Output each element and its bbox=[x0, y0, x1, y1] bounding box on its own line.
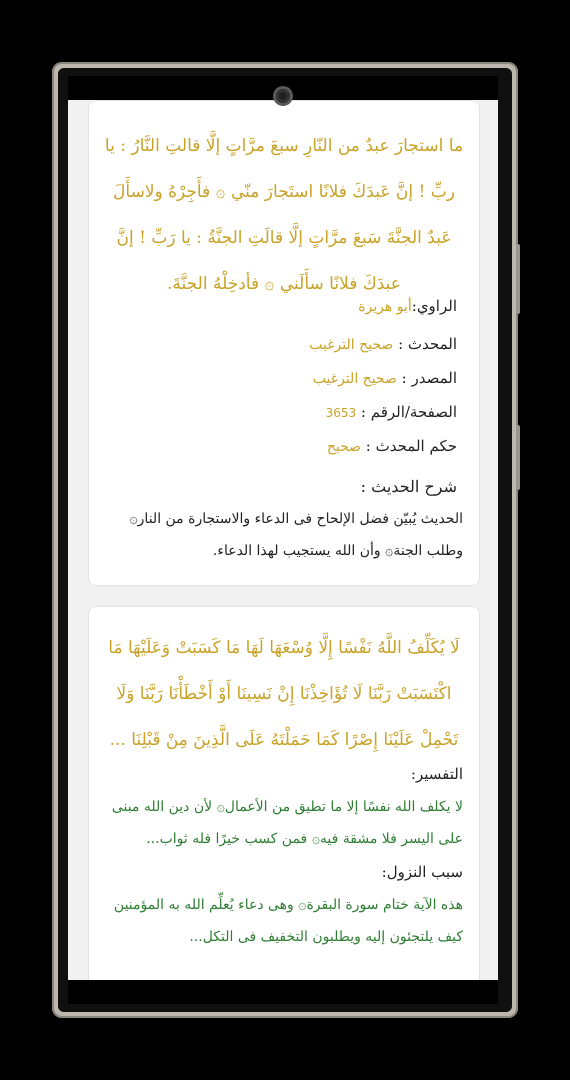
muhaddith-label: المحدث : bbox=[398, 335, 457, 353]
page-value: 3653 bbox=[325, 406, 357, 420]
power-button bbox=[516, 425, 520, 490]
nuzul-text: هذه الآية ختام سورة البقرة۞ وهى دعاء يُعلِّم الله به المؤمنين كيف يلتجئون إليه ويطلبون التخفيف فى التكل... bbox=[113, 897, 463, 945]
source-value[interactable]: صحيح الترغيب bbox=[312, 371, 397, 387]
tafsir-text: لا يكلف الله نفسًا إلا ما تطيق من الأعمال۞ لأن دين الله مبنى على اليسر فلا مشقة فيه۞ فمن كسب خيرًا فله ثواب... bbox=[111, 799, 463, 847]
ayah-card[interactable] bbox=[88, 606, 480, 980]
page-label: الصفحة/الرقم : bbox=[360, 403, 457, 421]
ruling-row bbox=[109, 437, 457, 455]
narrator-row bbox=[109, 297, 457, 315]
ayah-text: لَا يُكَلِّفُ اللَّهُ نَفْسًا إِلَّا وُسْعَهَا لَهَا مَا كَسَبَتْ وَعَلَيْهَا مَا اكْتَسَبَتْ رَبَّنَا لَا تُؤَاخِذْنَا إِنْ نَسِينَا أَوْ أَخْطَأْنَا رَبَّنَا وَلَا تَحْمِلْ عَلَيْنَا إِصْرًا كَمَا حَمَلْتَهُ عَلَى الَّذِينَ مِنْ قَبْلِنَا ... bbox=[108, 638, 460, 750]
narrator-label: الراوي: bbox=[411, 297, 457, 315]
hadith-text: ما استجارَ عبدٌ من النّارِ سبعَ مرَّاتٍ إلَّا قالتِ النَّارُ : يا ربِّ ! إنَّ عَبدَكَ فلانًا استَجارَ منّي ۞ فأَجِرْهُ ولاسأَلَ عَبدٌ الجنَّةَ سَبعَ مرَّاتٍ إلَّا قالَتِ الجنَّةُ : يا رَبِّ ! إنَّ عبدَكَ فلانًا سأَلَني ۞ فأدخِلْهُ الجنَّةَ. bbox=[104, 136, 464, 294]
volume-button bbox=[516, 244, 520, 314]
front-camera-icon bbox=[276, 89, 290, 103]
ruling-value: صحيح bbox=[326, 439, 361, 455]
sharh-text: الحديث يُبيّن فضل الإلحاح فى الدعاء والاستجارة من النار۞ وطلب الجنة۞ وأن الله يستجيب لهذا الدعاء. bbox=[129, 511, 463, 559]
narrator-value[interactable]: أبو هريرة bbox=[358, 299, 412, 315]
hadith-card[interactable] bbox=[88, 100, 480, 586]
source-row bbox=[109, 369, 457, 387]
muhaddith-value[interactable]: صحيح الترغيب bbox=[309, 337, 394, 353]
tafsir-title: التفسير: bbox=[410, 765, 463, 783]
page-row bbox=[109, 403, 457, 421]
source-label: المصدر : bbox=[401, 369, 457, 387]
nuzul-title: سبب النزول: bbox=[381, 863, 463, 881]
ruling-label: حكم المحدث : bbox=[365, 437, 457, 455]
navigation-bar bbox=[68, 980, 498, 1004]
muhaddith-row bbox=[109, 335, 457, 353]
app-screen[interactable] bbox=[68, 100, 498, 980]
sharh-title: شرح الحديث : bbox=[360, 477, 457, 496]
